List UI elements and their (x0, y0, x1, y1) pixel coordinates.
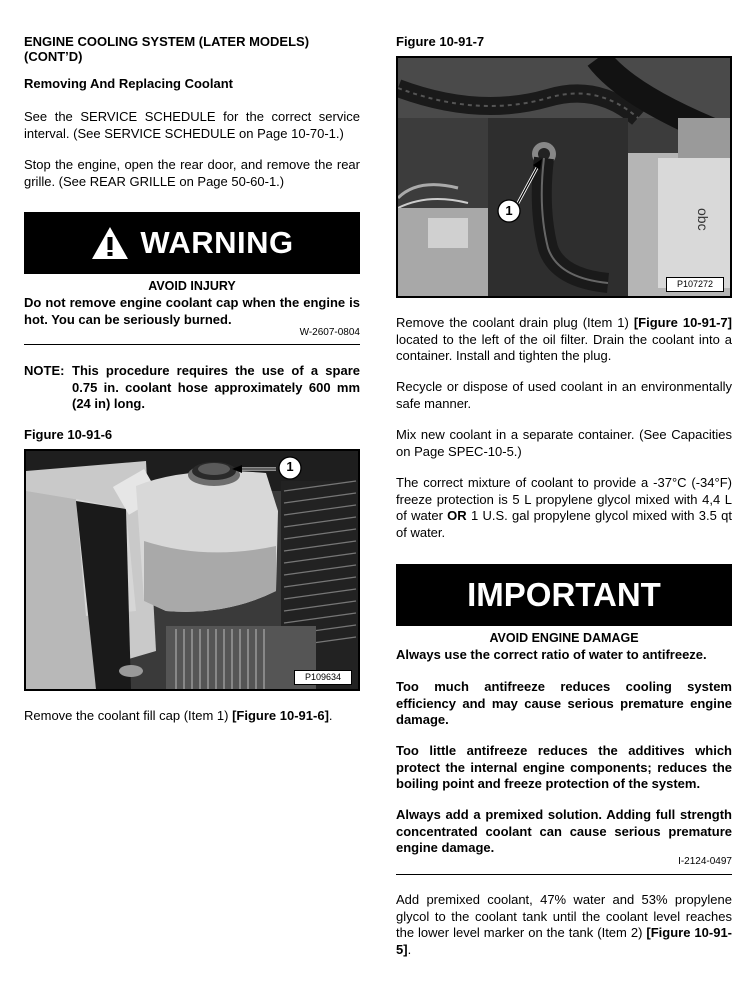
figure-reference: [Figure 10-91-7] (633, 315, 732, 330)
drain-text-a: Remove the coolant drain plug (Item 1) (396, 315, 634, 330)
section-title: ENGINE COOLING SYSTEM (LATER MODELS) (CONT’D) (24, 34, 310, 64)
warning-banner (24, 212, 360, 274)
important-line-2: Too much antifreeze reduces cooling system efficiency and may cause serious premature engine damage. (396, 679, 732, 727)
svg-text:obc: obc (695, 208, 711, 231)
paragraph-remove-fill-cap (24, 708, 360, 725)
important-code: I-2124-0497 (678, 856, 732, 867)
period: . (407, 941, 412, 957)
callout-number: 1 (505, 203, 513, 218)
mixture-text-b: 1 U.S. gal propylene glycol mixed with 3.5 qt of water. (396, 508, 732, 540)
fill-cap-text: Remove the coolant fill cap (Item 1) (24, 708, 233, 723)
photo-id: P109634 (294, 670, 352, 685)
figure-caption: Figure 10-91-7 (396, 34, 485, 49)
warning-label: WARNING (140, 225, 294, 260)
or-word: OR (447, 508, 467, 523)
paragraph-service-interval: See the SERVICE SCHEDULE for the correct service interval. (See SERVICE SCHEDULE on Page 10-70-1.) (24, 109, 360, 141)
period: . (328, 708, 333, 723)
paragraph-drain-plug (396, 315, 732, 365)
important-line-4: Always add a premixed solution. Adding full strength concentrated coolant can cause serious premature engine damage. (396, 807, 732, 855)
figure-10-91-7-photo (396, 56, 732, 298)
paragraph-add-coolant (396, 892, 732, 958)
important-line-1: Always use the correct ratio of water to antifreeze. (396, 647, 707, 662)
divider (24, 344, 360, 345)
paragraph-mixture (396, 475, 732, 541)
figure-10-91-6-photo (24, 449, 360, 691)
note-text: This procedure requires the use of a spare 0.75 in. coolant hose approximately 600 mm (24 in) long. (72, 363, 360, 411)
warning-code: W-2607-0804 (299, 327, 360, 338)
warning-title: AVOID INJURY (148, 279, 236, 293)
important-banner (396, 564, 732, 626)
important-title: AVOID ENGINE DAMAGE (489, 631, 639, 645)
note-label: NOTE: (24, 363, 65, 378)
figure-reference: [Figure 10-91-6] (232, 708, 329, 723)
warning-body: Do not remove engine coolant cap when the engine is hot. You can be seriously burned. (24, 295, 360, 327)
important-label: IMPORTANT (467, 576, 661, 613)
figure-caption: Figure 10-91-6 (24, 427, 113, 442)
mixture-text-a: The correct mixture of coolant to provide a -37°C (-34°F) freeze protection is 5 L propylene glycol mixed with 4,4 L of water (396, 475, 732, 523)
subheading: Removing And Replacing Coolant (24, 76, 233, 91)
photo-id: P107272 (666, 277, 724, 292)
drain-plug-image (398, 58, 730, 296)
paragraph-mix: Mix new coolant in a separate container. (See Capacities on Page SPEC-10-5.) (396, 427, 732, 459)
warning-triangle-icon (90, 225, 130, 261)
divider (396, 874, 732, 875)
drain-text-b: located to the left of the oil filter. Drain the coolant into a container. Install and tighten the plug. (396, 331, 732, 363)
important-line-3: Too little antifreeze reduces the additives which protect the internal engine components; reduces the boiling point and freeze protection of the system. (396, 743, 732, 791)
coolant-tank-image (26, 451, 358, 689)
figure-reference: [Figure 10-91-5] (396, 925, 732, 957)
paragraph-recycle: Recycle or dispose of used coolant in an environmentally safe manner. (396, 379, 732, 411)
add-coolant-text: Add premixed coolant, 47% water and 53% propylene glycol to the coolant tank until the coolant level reaches the lower level marker on the tank (Item 2) (396, 892, 732, 940)
callout-number: 1 (286, 459, 294, 474)
paragraph-stop-engine: Stop the engine, open the rear door, and remove the rear grille. (See REAR GRILLE on Page 50-60-1.) (24, 157, 360, 189)
